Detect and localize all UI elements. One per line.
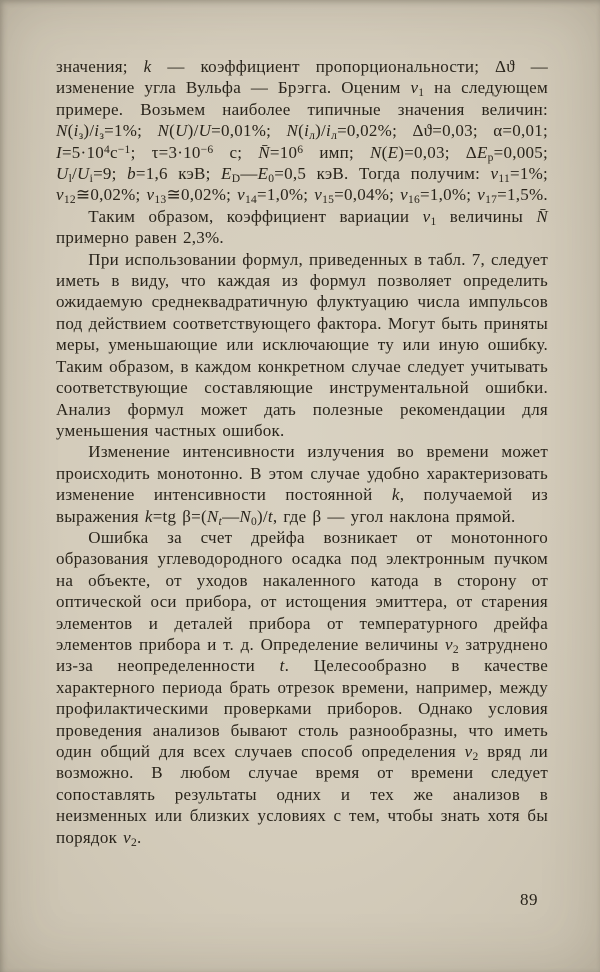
page-number: 89: [520, 890, 538, 909]
paragraph-drift-error: Ошибка за счет дрейфа возникает от монотонного образования углеводородного осадка под электронным пучком на объекте, от уходов накаленного катода в сторону от оптической оси прибора, от истощения эмиттера, от старения элементов и деталей прибора от температурного дрейфа элементов прибора и т. д. Определение величины $v_2$ затруднено из-за неопределенности t. Целесообразно в качестве характерного периода брать отрезок времени, например, между профилактическими проверками приборов. Однако условия проведения анализов бывают столь разнообразны, что иметь один общий для всех случаев способ определения $v_2$ вряд ли возможно. В любом случае время от времени следует сопоставлять результаты одних и тех же анализов в неизменных или близких условиях с тем, чтобы знать хотя бы порядок $v_2$.: [56, 527, 549, 849]
text-block: [56, 56, 548, 848]
paragraph-intensity-change: Изменение интенсивности излучения во времени может происходить монотонно. В этом случае удобно характеризовать изменение интенсивности постоянной k, получаемой из выражения k=tg $\beta=(N_t—N_0)/t$, где β — угол наклона прямой.: [56, 442, 548, 528]
paragraph-formulas-table7: При использовании формул, приведенных в табл. 7, следует иметь в виду, что каждая из формул позволяет определить ожидаемую среднеквадратичную флуктуацию числа импульсов под действием соответствующего фактора. Могут быть приняты меры, уменьшающие или исключающие ту или иную ошибку. Таким образом, в каждом конкретном случае следует учитывать соответствующие составляющие инструментальной ошибки. Анализ формул может дать полезные рекомендации для уменьшения частных ошибок.: [56, 249, 548, 440]
paragraph-variation-coefficient: Таким образом, коэффициент вариации $v_1$ величины N̄ примерно равен 2,3%.: [56, 206, 548, 248]
paragraph-values-example: значения; k — коэффициент пропорциональности; Δϑ — изменение угла Вульфа — Брэгга. Оценим $v_1$ на следующем примере. Возьмем наиболее типичные значения величин: $N(i_з)/i_з=1\%$; N(U)/U=0,01%; $N(i_л)/i_л=0,02\%$; Δϑ=0,03; α=0,01; $I=5\cdot 10^4с^{-1}$; $\tau=3\cdot 10^{-6}$ с; $N̄=10^6$ имп; N(E)=0,03; $\Delta E_р=0,005$; $U_l/U_i=9$; b=1,6 кэВ; $E_D—E_0=0,5$ кэВ. Тогда получим: $v_{11}=1\%$; $v_{12}≅0,02\%$; $v_{13}≅0,02\%$; $v_{14}=1,0\%$; $v_{15}=0,04\%$; $v_{16}=1,0\%$; $v_{17}=1,5\%$.: [56, 57, 549, 207]
